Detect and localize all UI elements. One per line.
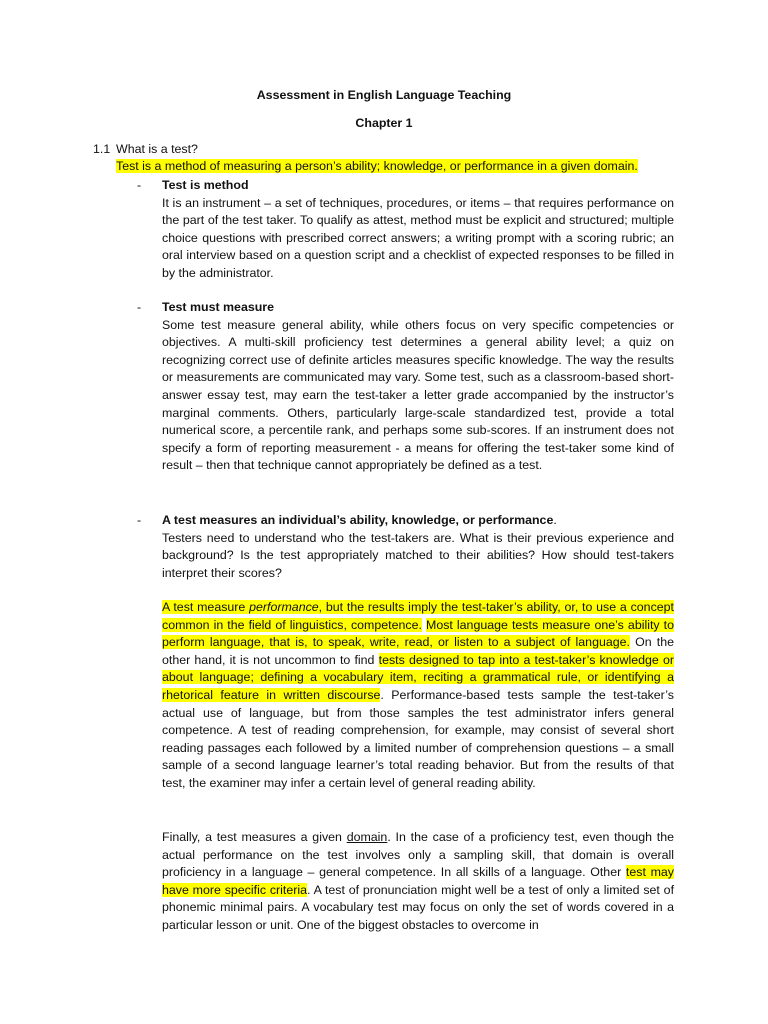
chapter-heading: Chapter 1 <box>355 116 413 130</box>
bullet-body: Testers need to understand who the test-takers are. What is their previous experience and background? Is the test appropriately matched to their abilities? How should test-takers interpret their scores? <box>162 530 674 580</box>
performance-term: performance <box>249 600 319 614</box>
highlight-tests-designed: tests designed to tap into a test-taker’s knowledge or about language; defining a vocabulary item, reciting a grammatical rule, or identifying a rhetorical feature in written discourse <box>162 652 674 702</box>
bullet-heading: A test measures an individual’s ability, knowledge, or performance <box>162 513 554 527</box>
section-heading <box>93 141 198 159</box>
bullet-marker: - <box>137 513 142 527</box>
bullet-marker: - <box>137 178 142 192</box>
bullet-body: Some test measure general ability, while others focus on very specific competencies or objectives. A multi-skill proficiency test determines a general ability level; a quiz on recognizing correct use of definite articles measures specific knowledge. The way the results or measurements are communicated may vary. Some test, such as a classroom-based short-answer essay test, may earn the test-taker a letter grade accompanied by the instructor’s marginal comments. Others, particularly large-scale standardized test, provide a total numerical score, a percentile rank, and perhaps some sub-scores. If an instrument does not specify a form of reporting measurement - a means for offering the test-taker some kind of result – then that technique cannot appropriately be defined as a test. <box>162 317 674 473</box>
performance-paragraph: A test measure performance, but the results imply the test-taker’s ability, or, to use a concept common in the field of linguistics, competence. Most language tests measure one’s ability to perform language, that is, to speak, write, read, or listen to a subject of language. On the other hand, it is not uncommon to find tests designed to tap into a test-taker’s knowledge or about language; defining a vocabulary item, reciting a grammatical rule, or identifying a rhetorical feature in written discourse. Performance-based tests sample the test-taker’s actual use of language, but from those samples the test administrator infers general competence. A test of reading comprehension, for example, may consist of several short reading passages each followed by a limited number of comprehension questions – a small sample of a second language learner’s total reading behavior. But from the results of that test, the examiner may infer a certain level of general reading ability. <box>162 600 675 790</box>
bullet-heading: Test must measure <box>162 300 275 314</box>
definition-highlight: Test is a method of measuring a person’s ability; knowledge, or performance in a given domain. <box>116 159 638 173</box>
domain-term: domain <box>346 830 388 844</box>
test-definition <box>116 158 638 176</box>
domain-paragraph: Finally, a test measures a given domain. In the case of a proficiency test, even though the actual performance on the test involves only a sampling skill, that domain is overall proficiency in a language – general competence. In all skills of a language. Other test may have more specific criteria. A test of pronunciation might well be a test of only a limited set of phonemic minimal pairs. A vocabulary test may focus on only the set of words covered in a particular lesson or unit. One of the biggest obstacles to overcome in <box>162 830 675 932</box>
bullet-marker: - <box>137 300 142 314</box>
highlight-performance-intro: A test measure performance, but the results imply the test-taker’s ability, or, to use a concept common in the field of linguistics, competence. <box>162 600 674 632</box>
document-title: Assessment in English Language Teaching <box>256 88 512 102</box>
bullet-test-is-method <box>162 177 674 283</box>
highlight-most-language-tests: Most language tests measure one’s ability to perform language, that is, to speak, write, read, or listen to a subject of language. <box>162 617 675 650</box>
bullet-test-measures-individual <box>162 512 674 582</box>
section-number: 1.1 <box>93 142 111 156</box>
highlight-specific-criteria: test may have more specific criteria <box>162 865 674 897</box>
section-title: What is a test? <box>116 142 198 156</box>
bullet-heading-line <box>162 512 674 530</box>
bullet-body: It is an instrument – a set of techniques, procedures, or items – that requires performance on the part of the test taker. To qualify as attest, method must be explicit and structured; multiple choice questions with prescribed correct answers; a writing prompt with a scoring rubric; an oral interview based on a question script and a checklist of expected responses to be filled in by the administrator. <box>162 195 674 280</box>
bullet-heading-period: . <box>553 513 557 527</box>
bullet-test-must-measure <box>162 299 674 475</box>
bullet-heading: Test is method <box>162 178 249 192</box>
